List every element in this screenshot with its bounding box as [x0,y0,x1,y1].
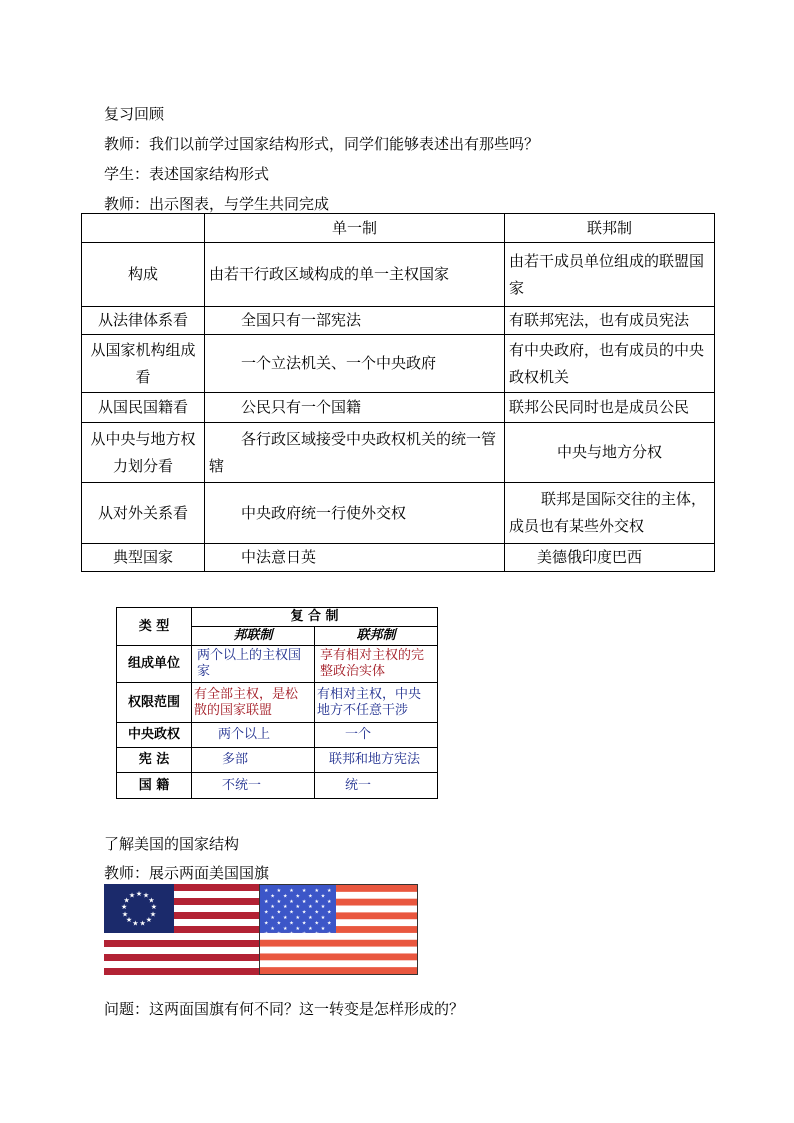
confederation-cell: 不统一 [192,773,315,799]
svg-text:★: ★ [314,898,319,905]
table-row [82,335,715,393]
svg-text:★: ★ [282,904,288,911]
svg-text:★: ★ [139,919,146,928]
table-row [117,748,438,773]
svg-text:★: ★ [270,893,275,900]
svg-text:★: ★ [125,916,133,925]
compound-group-label: 复 合 制 [192,608,438,627]
row-label: 权限范围 [117,683,192,723]
svg-text:★: ★ [314,931,319,938]
svg-text:★: ★ [264,931,269,938]
svg-text:★: ★ [327,888,332,894]
unitary-cell: 各行政区域接受中央政权机关的统一管辖 [205,423,505,483]
unitary-cell: 中法意日英 [205,544,505,572]
federal-cell: 中央与地方分权 [505,423,715,483]
svg-text:★: ★ [295,893,301,900]
svg-text:★: ★ [276,909,282,916]
svg-text:★: ★ [282,893,288,900]
unitary-cell: 由若干行政区域构成的单一主权国家 [205,243,505,307]
row-label: 从国民国籍看 [82,393,205,423]
row-label: 国 籍 [117,773,192,799]
svg-text:★: ★ [314,909,319,916]
teacher-question: 教师：我们以前学过国家结构形式，同学们能够表述出有那些吗？ [104,135,540,153]
teacher-show-table: 教师：出示图表，与学生共同完成 [104,195,330,213]
svg-text:★: ★ [301,898,307,905]
row-label: 从法律体系看 [82,307,205,335]
svg-text:★: ★ [301,920,307,927]
row-label: 典型国家 [82,544,205,572]
svg-text:★: ★ [276,931,282,938]
svg-text:★: ★ [295,925,301,932]
svg-text:★: ★ [264,909,269,916]
table-row [82,423,715,483]
unitary-cell: 一个立法机关、一个中央政府 [205,335,505,393]
confederation-cell: 有全部主权，是松散的国家联盟 [192,683,315,723]
federal-cell: 有中央政府，也有成员的中央政权机关 [505,335,715,393]
row-label: 从中央与地方权力划分看 [82,423,205,483]
svg-text:★: ★ [123,896,130,905]
us-structure-heading: 了解美国的国家结构 [104,835,240,853]
federation-cell: 享有相对主权的完整政治实体 [315,646,438,683]
unitary-cell: 全国只有一部宪法 [205,307,505,335]
svg-text:★: ★ [327,898,332,905]
svg-text:★: ★ [276,898,282,905]
svg-text:★: ★ [145,916,153,925]
svg-text:★: ★ [289,931,294,938]
federation-cell: 有相对主权，中央地方不任意干涉 [315,683,438,723]
table-row [82,393,715,423]
unitary-cell: 中央政府统一行使外交权 [205,483,505,544]
header-cell: 联邦制 [505,214,715,243]
confederation-header: 邦联制 [192,627,315,646]
svg-text:★: ★ [148,896,155,905]
table-row [117,773,438,799]
table-row [82,307,715,335]
federal-cell: 联邦公民同时也是成员公民 [505,393,715,423]
table-row [82,483,715,544]
svg-text:★: ★ [289,920,294,927]
confederation-cell: 多部 [192,748,315,773]
confederation-cell: 两个以上的主权国家 [192,646,315,683]
svg-text:★: ★ [149,910,157,919]
header-cell: 单一制 [205,214,505,243]
svg-text:★: ★ [264,920,269,927]
table-row [117,723,438,748]
student-answer: 学生：表述国家结构形式 [104,165,270,183]
compound-header-row [117,608,438,627]
svg-text:★: ★ [327,909,332,916]
federation-header: 联邦制 [315,627,438,646]
review-heading: 复习回顾 [104,105,165,123]
table-header-row [82,214,715,243]
svg-text:★: ★ [320,925,326,932]
svg-text:★: ★ [276,888,282,894]
federation-cell: 统一 [315,773,438,799]
svg-text:★: ★ [282,915,288,921]
svg-text:★: ★ [289,909,294,916]
federal-cell: 有联邦宪法，也有成员宪法 [505,307,715,335]
federation-cell: 联邦和地方宪法 [315,748,438,773]
svg-text:★: ★ [308,904,313,911]
svg-text:★: ★ [320,904,326,911]
modern-us-flag [259,884,418,975]
svg-text:★: ★ [314,920,319,927]
state-structure-table [81,213,715,572]
confederation-cell: 两个以上 [192,723,315,748]
svg-text:★: ★ [320,915,326,921]
row-label: 从对外关系看 [82,483,205,544]
federal-cell: 由若干成员单位组成的联盟国家 [505,243,715,307]
svg-text:★: ★ [295,904,301,911]
table-row [82,544,715,572]
type-label: 类 型 [117,608,192,646]
svg-text:★: ★ [150,903,158,912]
svg-text:★: ★ [308,915,313,921]
svg-text:★: ★ [320,893,326,900]
row-label: 构成 [82,243,205,307]
svg-text:★: ★ [301,909,307,916]
table-row [82,243,715,307]
svg-text:★: ★ [276,920,282,927]
compound-system-table [116,607,438,799]
svg-text:★: ★ [120,903,128,912]
row-label: 中央政权 [117,723,192,748]
svg-text:★: ★ [301,888,307,894]
svg-text:★: ★ [314,888,319,894]
svg-text:★: ★ [308,925,313,932]
row-label: 从国家机构组成看 [82,335,205,393]
unitary-cell: 公民只有一个国籍 [205,393,505,423]
table-row [117,646,438,683]
header-cell [82,214,205,243]
svg-text:★: ★ [301,931,307,938]
federation-cell: 一个 [315,723,438,748]
early-us-flag [104,884,259,975]
svg-text:★: ★ [270,915,275,921]
svg-text:★: ★ [282,925,288,932]
svg-text:★: ★ [270,904,275,911]
svg-text:★: ★ [128,891,136,900]
svg-text:★: ★ [135,890,143,898]
svg-text:★: ★ [121,910,129,919]
federal-cell: 联邦是国际交往的主体，成员也有某些外交权 [505,483,715,544]
federal-cell: 美德俄印度巴西 [505,544,715,572]
svg-text:★: ★ [289,898,294,905]
svg-text:★: ★ [132,919,139,928]
svg-text:★: ★ [264,898,269,905]
row-label: 组成单位 [117,646,192,683]
svg-text:★: ★ [295,915,301,921]
svg-text:★: ★ [142,891,150,900]
row-label: 宪 法 [117,748,192,773]
svg-text:★: ★ [308,893,313,900]
table-row [117,683,438,723]
teacher-show-flags: 教师：展示两面美国国旗 [104,864,270,882]
svg-text:★: ★ [327,931,332,938]
svg-text:★: ★ [289,888,294,894]
svg-text:★: ★ [327,920,332,927]
svg-text:★: ★ [270,925,275,932]
flag-question: 问题：这两面国旗有何不同？这一转变是怎样形成的？ [104,1000,465,1018]
svg-text:★: ★ [264,888,269,894]
